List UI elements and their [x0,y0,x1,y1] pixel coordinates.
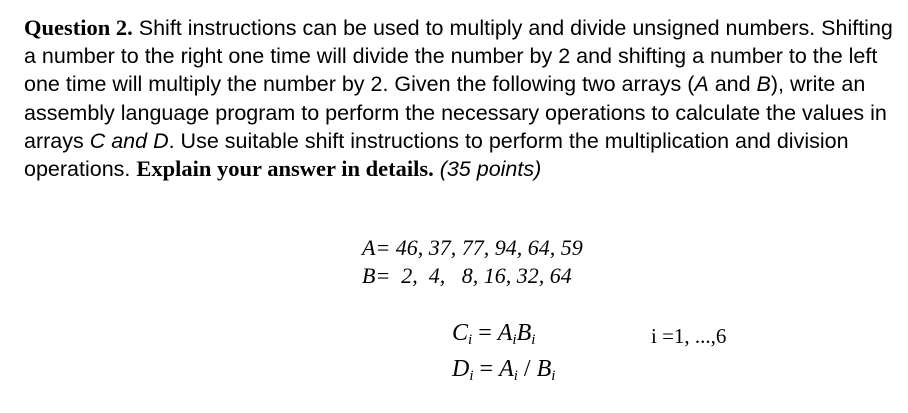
array-b-values: B= 2, 4, 8, 16, 32, 64 [362,263,572,288]
explain-instruction: Explain your answer in details. [136,156,434,182]
array-definitions [362,234,583,290]
formula-c-a: A [497,320,513,346]
formula-c-equals: = [478,320,492,346]
question-text-and: and [708,72,757,97]
question-text-3: . Use suitable shift instructions to perform the multiplication and division operations. [24,128,849,182]
formula-d-b: B [536,356,552,382]
points-value: (35 points) [433,157,542,182]
formula-d-b-sub: i [551,368,556,384]
question-text-2: ), write an assembly language program to perform the necessary operations to calculate the values in arrays [24,72,887,153]
formula-d-equals: = [479,356,494,382]
array-a-name: A [694,72,709,97]
arrays-cd-names: C and D [89,128,169,153]
question-text-1: Shift instructions can be used to multiply and divide unsigned numbers. Shifting a number to the right one time will divide the number by 2 and shifting a number to the left one time will multiply the number by 2. Given the following two arrays ( [24,16,893,97]
formula-d [452,356,555,383]
formula-d-lhs: D [452,356,470,382]
formula-d-a-sub: i [513,368,518,384]
formula-d-a: A [499,356,514,382]
question-paragraph [24,14,894,183]
formula-c-b-sub: i [531,332,536,348]
formula-c-lhs-sub: i [468,332,473,348]
array-a-values: A= 46, 37, 77, 94, 64, 59 [362,235,583,260]
formula-c-b: B [516,320,532,346]
question-label: Question 2. [24,15,133,40]
formula-c-lhs: C [452,320,469,346]
index-range: i =1, ...,6 [651,324,727,348]
array-b-name: B [756,72,771,97]
formula-c [452,320,535,347]
formula-d-lhs-sub: i [469,368,474,384]
formula-d-divide: / [523,356,531,382]
formula-c-a-sub: i [512,332,517,348]
